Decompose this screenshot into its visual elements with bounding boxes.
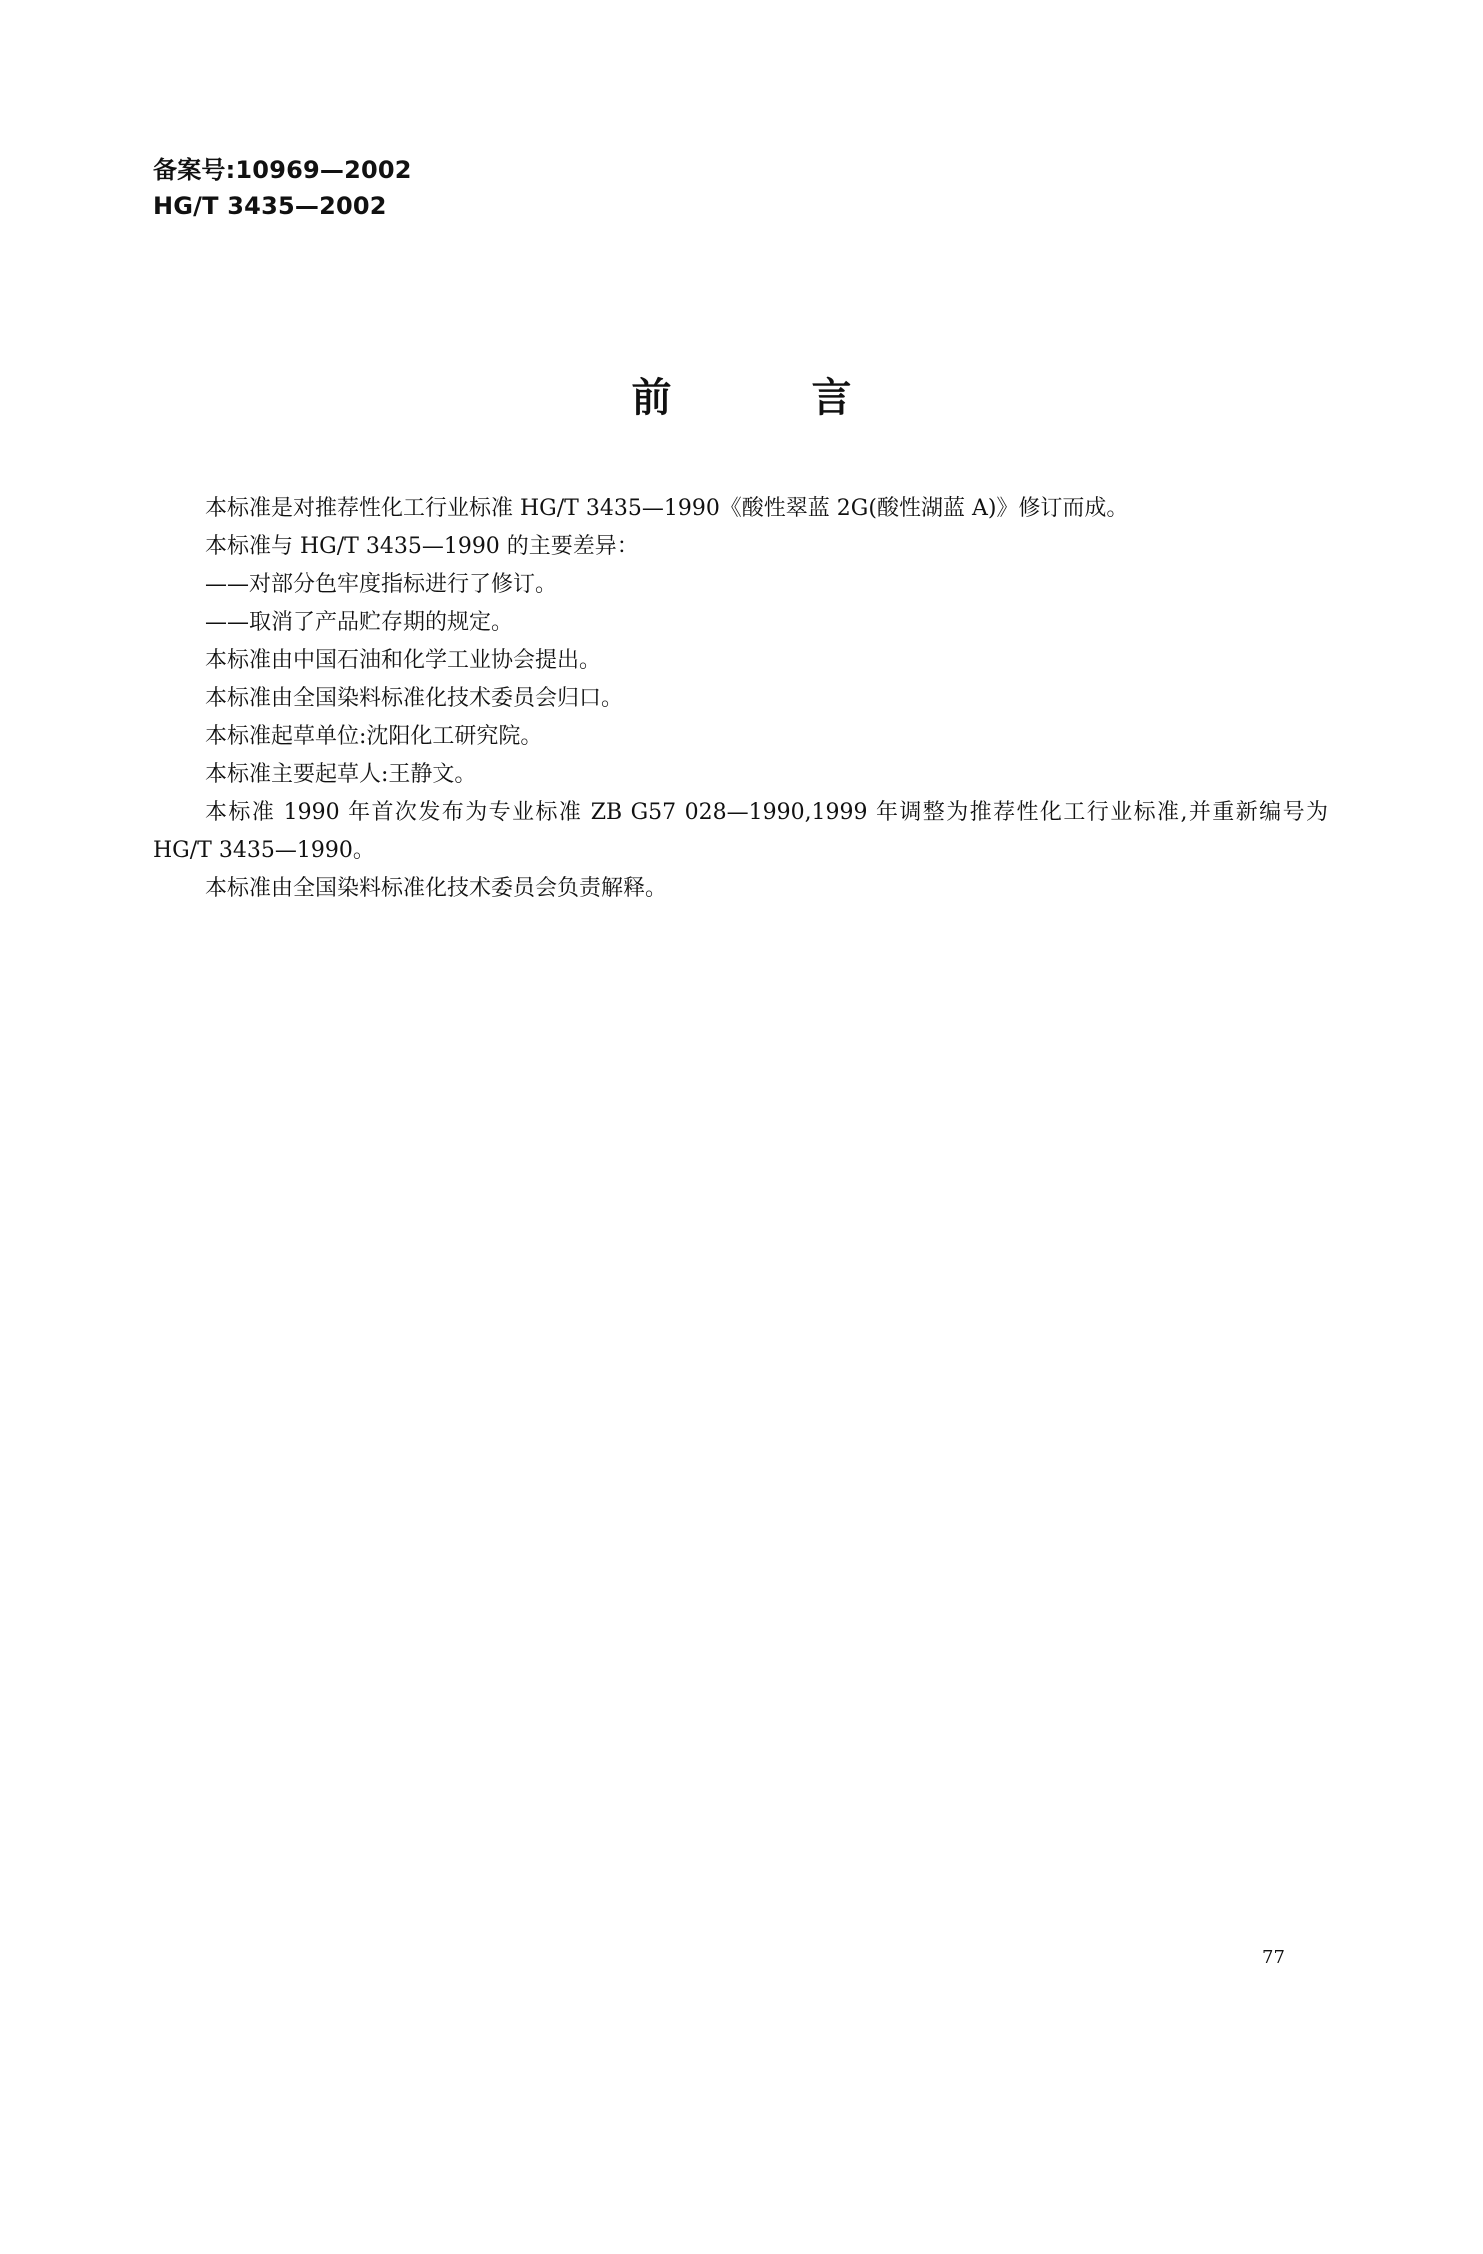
paragraph: ——取消了产品贮存期的规定。: [205, 610, 514, 635]
paragraph: 本标准由全国染料标准化技术委员会负责解释。: [205, 876, 668, 901]
page-number: 77: [1262, 1947, 1285, 1968]
paragraph: 本标准由中国石油和化学工业协会提出。: [205, 648, 602, 673]
standard-number: HG/T 3435—2002: [153, 192, 387, 220]
paragraph: ——对部分色牢度指标进行了修订。: [205, 572, 558, 597]
paragraph: 本标准与 HG/T 3435—1990 的主要差异：: [205, 534, 639, 559]
record-number: 备案号:10969—2002: [153, 156, 412, 184]
paragraph: 本标准主要起草人:王静文。: [205, 762, 477, 787]
paragraph: 本标准由全国染料标准化技术委员会归口。: [205, 686, 624, 711]
paragraph: 本标准是对推荐性化工行业标准 HG/T 3435—1990《酸性翠蓝 2G(酸性湖蓝 A)》修订而成。: [205, 496, 1129, 521]
page-title: 前言: [631, 374, 992, 421]
document-header: [153, 152, 753, 224]
preface-body: [153, 490, 1328, 908]
paragraph: 本标准起草单位:沈阳化工研究院。: [205, 724, 543, 749]
paragraph: 本标准 1990 年首次发布为专业标准 ZB G57 028—1990,1999 年调整为推荐性化工行业标准,并重新编号为 HG/T 3435—1990。: [153, 800, 1328, 863]
